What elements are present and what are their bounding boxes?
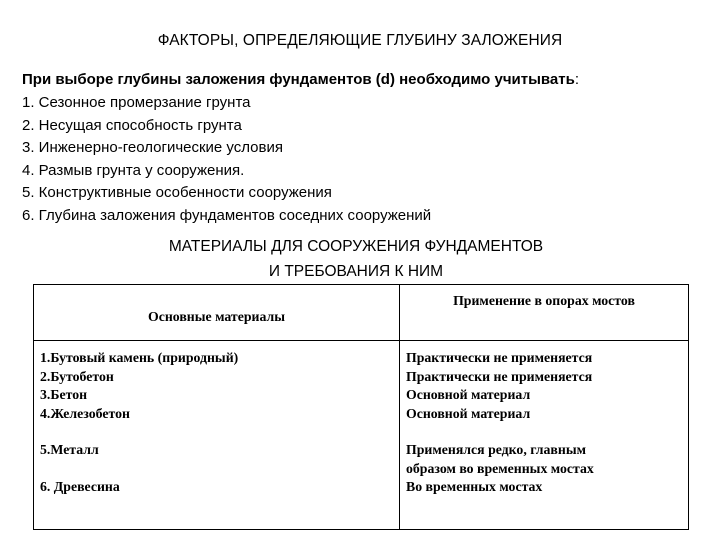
factor-item: 5. Конструктивные особенности сооружения: [22, 184, 332, 202]
spacer: [40, 460, 399, 478]
application-item: образом во временных мостах: [406, 460, 594, 476]
spacer: [406, 423, 688, 441]
application-item: Основной материал: [406, 405, 531, 421]
factor-item: 1. Сезонное промерзание грунта: [22, 94, 251, 111]
header-materials: Основные материалы: [34, 285, 400, 341]
material-item: 5.Металл: [40, 442, 99, 457]
application-item: Применялся редко, главным: [406, 442, 586, 457]
materials-heading-line1: МАТЕРИАЛЫ ДЛЯ СООРУЖЕНИЯ ФУНДАМЕНТОВ: [168, 238, 544, 255]
material-item: 4.Железобетон: [40, 405, 130, 421]
materials-heading-line2: И ТРЕБОВАНИЯ К НИМ: [268, 263, 444, 280]
factors-heading: ФАКТОРЫ, ОПРЕДЕЛЯЮЩИЕ ГЛУБИНУ ЗАЛОЖЕНИЯ: [157, 32, 563, 49]
material-item: 1.Бутовый камень (природный): [40, 350, 239, 365]
spacer: [40, 423, 399, 441]
materials-heading: [0, 234, 720, 284]
intro-text-main: При выборе глубины заложения фундаментов (d) необходимо учитывать: [22, 71, 575, 88]
intro-colon: :: [574, 71, 580, 88]
applications-cell: [400, 341, 689, 530]
materials-table: [33, 284, 689, 530]
material-item: 6. Древесина: [40, 478, 120, 494]
factor-item: 3. Инженерно-геологические условия: [22, 139, 283, 157]
application-item: Во временных мостах: [406, 479, 543, 494]
factor-item: 6. Глубина заложения фундаментов соседних сооружений: [22, 206, 432, 224]
intro-text: [22, 70, 579, 90]
material-item: 2.Бутобетон: [40, 368, 114, 384]
table-row: [34, 341, 689, 530]
application-item: Практически не применяется: [406, 350, 593, 365]
application-item: Основной материал: [406, 387, 531, 402]
table-header-row: [34, 285, 689, 341]
factors-list: [22, 92, 431, 228]
factor-item: 2. Несущая способность грунта: [22, 116, 242, 134]
factor-item: 4. Размыв грунта у сооружения.: [22, 161, 245, 179]
application-item: Практически не применяется: [406, 368, 593, 384]
header-application: Применение в опорах мостов: [400, 285, 689, 341]
material-item: 3.Бетон: [40, 387, 88, 402]
materials-cell: [34, 341, 400, 530]
